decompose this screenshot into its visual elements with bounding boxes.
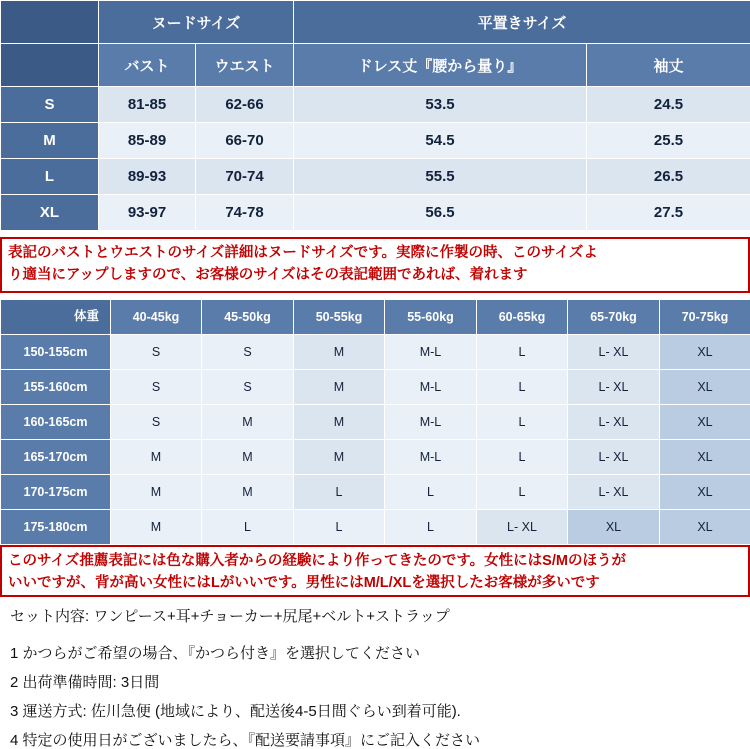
note-size-recommendation <box>0 545 750 597</box>
note-size-recommendation-line2: いいですが、背が高い女性にはLがいいです。男性にはM/L/XLを選択したお客様が多いです <box>8 573 742 595</box>
matrix-cell: L <box>385 475 477 510</box>
matrix-row-header: 150-155cm <box>1 335 111 370</box>
matrix-cell: L <box>477 475 568 510</box>
table-row <box>1 405 750 440</box>
detail-item-4: 4 特定の使用日がございましたら、『配送要請事項』にご記入ください <box>10 733 740 748</box>
size-table-header-row-top <box>1 1 750 44</box>
matrix-cell: S <box>111 370 202 405</box>
size-table-cell-waist: 70-74 <box>196 159 294 195</box>
size-table-cell-bust: 81-85 <box>99 87 196 123</box>
size-table-cell-dress: 54.5 <box>294 123 587 159</box>
matrix-col-header: 50-55kg <box>294 300 385 335</box>
matrix-cell: L <box>385 510 477 545</box>
matrix-row-header: 165-170cm <box>1 440 111 475</box>
matrix-cell: L- XL <box>568 370 660 405</box>
detail-item-2: 2 出荷準備時間: 3日間 <box>10 675 740 690</box>
matrix-cell: M-L <box>385 405 477 440</box>
size-table <box>0 0 750 231</box>
matrix-cell: S <box>111 335 202 370</box>
matrix-cell: S <box>202 370 294 405</box>
size-table-col-dress-length: ドレス丈『腰から量り』 <box>294 44 587 87</box>
note-size-recommendation-line1: このサイズ推薦表記には色な購入者からの経験により作ってきたのです。女性にはS/Mのほうが <box>8 551 742 573</box>
note-nude-size-line1: 表記のバストとウエストのサイズ詳細はヌードサイズです。実際に作製の時、このサイズよ <box>8 243 742 265</box>
matrix-cell: XL <box>660 335 750 370</box>
matrix-cell: M <box>111 475 202 510</box>
matrix-cell: XL <box>660 475 750 510</box>
size-table-cell-dress: 53.5 <box>294 87 587 123</box>
matrix-cell: XL <box>660 370 750 405</box>
size-table-col-sleeve-length: 袖丈 <box>587 44 750 87</box>
size-table-row-label: L <box>1 159 99 195</box>
matrix-cell: M <box>202 440 294 475</box>
size-table-cell-bust: 93-97 <box>99 195 196 231</box>
matrix-row-header: 155-160cm <box>1 370 111 405</box>
size-table-cell-dress: 56.5 <box>294 195 587 231</box>
product-details <box>0 597 750 748</box>
size-table-cell-sleeve: 27.5 <box>587 195 750 231</box>
matrix-cell: M <box>111 440 202 475</box>
matrix-cell: S <box>202 335 294 370</box>
size-table-cell-waist: 62-66 <box>196 87 294 123</box>
table-row <box>1 440 750 475</box>
table-row <box>1 123 750 159</box>
table-row <box>1 87 750 123</box>
matrix-cell: M <box>202 405 294 440</box>
note-nude-size <box>0 237 750 293</box>
matrix-cell: M <box>111 510 202 545</box>
matrix-cell: L <box>294 475 385 510</box>
matrix-cell: S <box>111 405 202 440</box>
matrix-cell: L- XL <box>477 510 568 545</box>
matrix-cell: L- XL <box>568 405 660 440</box>
matrix-row-header: 175-180cm <box>1 510 111 545</box>
matrix-cell: XL <box>660 405 750 440</box>
matrix-corner-weight-label <box>1 300 111 335</box>
matrix-cell: XL <box>568 510 660 545</box>
size-table-cell-bust: 85-89 <box>99 123 196 159</box>
table-row <box>1 370 750 405</box>
size-table-col-bust: バスト <box>99 44 196 87</box>
matrix-cell: M-L <box>385 370 477 405</box>
size-table-row-label: XL <box>1 195 99 231</box>
size-table-header-row-sub <box>1 44 750 87</box>
matrix-col-header: 45-50kg <box>202 300 294 335</box>
note-nude-size-line2: り適当にアップしますので、お客様のサイズはその表記範囲であれば、着れます <box>8 265 742 287</box>
matrix-row-header: 160-165cm <box>1 405 111 440</box>
size-table-cell-sleeve: 26.5 <box>587 159 750 195</box>
set-contents-line: セット内容: ワンピース+耳+チョーカー+尻尾+ベルト+ストラップ <box>10 609 740 624</box>
matrix-cell: L <box>477 440 568 475</box>
matrix-col-header: 70-75kg <box>660 300 750 335</box>
table-row <box>1 510 750 545</box>
matrix-col-header: 65-70kg <box>568 300 660 335</box>
matrix-cell: L <box>477 370 568 405</box>
detail-item-3: 3 運送方式: 佐川急便 (地域により、配送後4-5日間ぐらい到着可能). <box>10 704 740 719</box>
matrix-cell: M <box>294 370 385 405</box>
matrix-header-row <box>1 300 750 335</box>
table-row <box>1 475 750 510</box>
size-table-cell-sleeve: 24.5 <box>587 87 750 123</box>
matrix-cell: M <box>294 440 385 475</box>
table-row <box>1 195 750 231</box>
size-table-group-nude: ヌードサイズ <box>99 1 294 44</box>
size-table-col-waist: ウエスト <box>196 44 294 87</box>
matrix-cell: M-L <box>385 440 477 475</box>
size-table-cell-waist: 74-78 <box>196 195 294 231</box>
matrix-cell: L <box>294 510 385 545</box>
table-row <box>1 159 750 195</box>
matrix-cell: L <box>477 405 568 440</box>
matrix-cell: XL <box>660 510 750 545</box>
matrix-cell: L- XL <box>568 440 660 475</box>
matrix-col-header: 60-65kg <box>477 300 568 335</box>
detail-item-1: 1 かつらがご希望の場合、『かつら付き』を選択してください <box>10 646 740 661</box>
matrix-cell: M-L <box>385 335 477 370</box>
size-table-corner-cell-2 <box>1 44 99 87</box>
size-table-row-label: S <box>1 87 99 123</box>
matrix-row-header: 170-175cm <box>1 475 111 510</box>
matrix-cell: M <box>202 475 294 510</box>
matrix-cell: XL <box>660 440 750 475</box>
size-table-corner-cell <box>1 1 99 44</box>
size-table-cell-waist: 66-70 <box>196 123 294 159</box>
size-table-cell-sleeve: 25.5 <box>587 123 750 159</box>
matrix-col-header: 40-45kg <box>111 300 202 335</box>
size-table-cell-bust: 89-93 <box>99 159 196 195</box>
matrix-cell: L- XL <box>568 335 660 370</box>
matrix-cell: M <box>294 335 385 370</box>
matrix-col-header: 55-60kg <box>385 300 477 335</box>
size-table-row-label: M <box>1 123 99 159</box>
matrix-cell: L- XL <box>568 475 660 510</box>
matrix-cell: L <box>477 335 568 370</box>
matrix-corner-label-text: 体重 <box>2 310 109 324</box>
table-row <box>1 335 750 370</box>
matrix-cell: M <box>294 405 385 440</box>
height-weight-matrix <box>0 299 750 545</box>
matrix-cell: L <box>202 510 294 545</box>
size-table-group-flat: 平置きサイズ <box>294 1 750 44</box>
size-table-cell-dress: 55.5 <box>294 159 587 195</box>
